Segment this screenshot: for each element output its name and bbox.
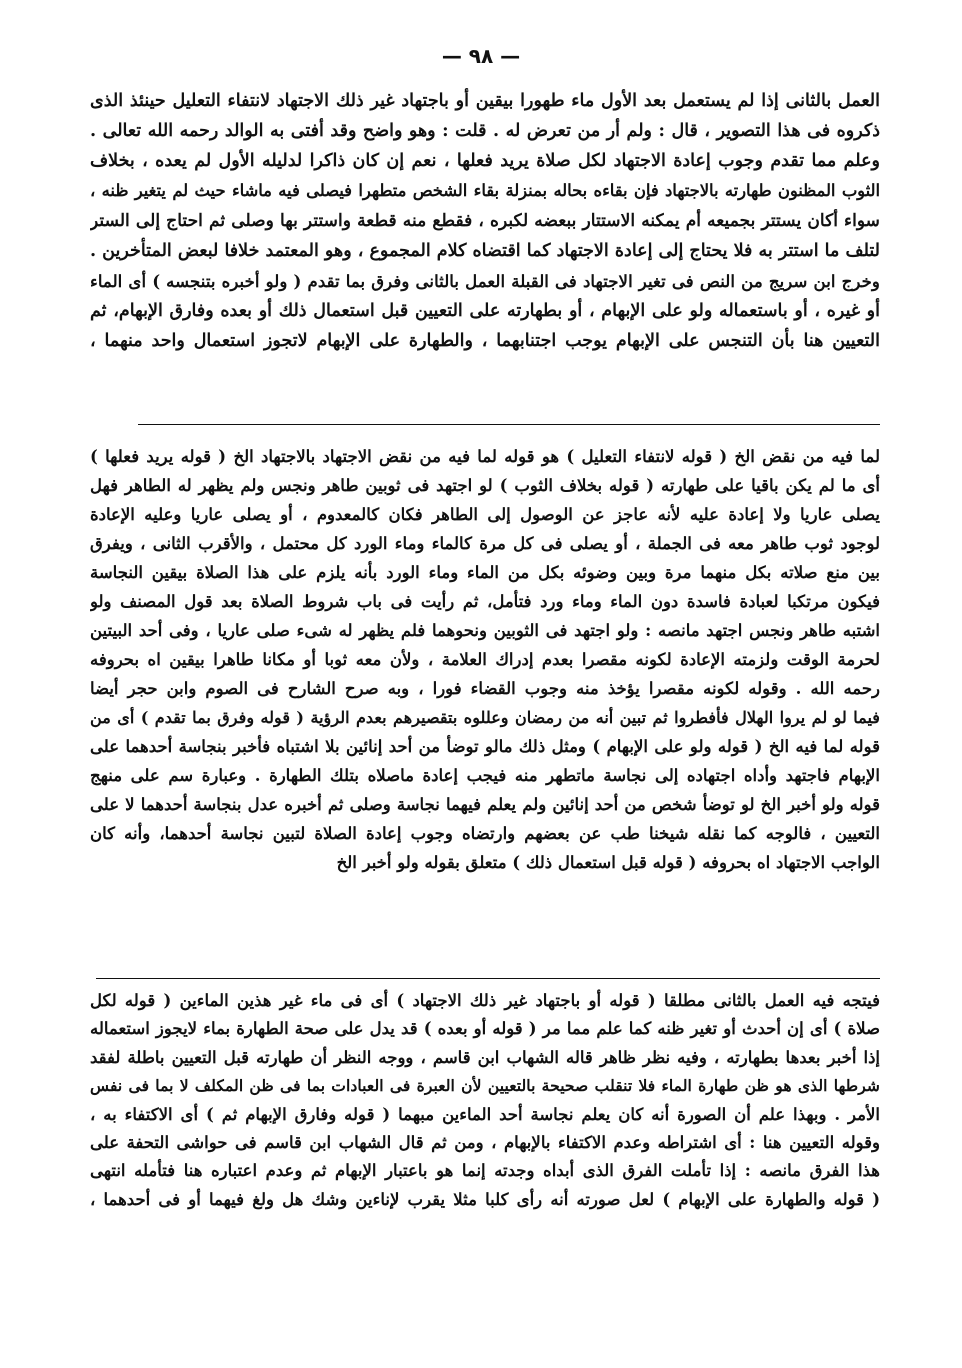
footnote-1-line: أى ما لم يكن باقيا على طهارته ( قوله بخلاف الثوب ) لو اجتهد فى ثوبين طاهر ونجس ولم يظهر له الطاهر فهل <box>90 476 880 495</box>
footnote-1-line: التعيين ، فالوجه كما نقله شيخنا طب عن بعضهم وارتضاه وجوب إعادة الصلاة لتبين نجاسة أحدهما، وأنه كان <box>90 824 880 843</box>
main-text-line: وعلم مما تقدم وجوب إعادة الاجتهاد لكل صلاة يريد فعلها ، نعم إن كان ذاكرا لدليله الأول لم يعده ، بخلاف <box>90 151 880 171</box>
footnote-1-line: يصلى عاريا ولا إعادة عليه لأنه عاجز عن الوصول إلى الطاهر فكان كالمعدوم ، أو يصلى عاريا وعليه الإعادة <box>90 505 880 524</box>
footnote-2-line: إذا أخبر بعدها بطهارته ، وفيه نظر ظاهر قاله الشهاب ابن قاسم ، ووجه النظر أن طهارته قبل التعيين باطلة لفقد <box>90 1047 880 1067</box>
main-text-line: التعيين هنا بأن التنجس على الإبهام يوجب اجتنابهما ، والطهارة على الإبهام لاتجوز استعمال واحد منهما ، <box>90 331 880 351</box>
footnote-1-line: فيكون مرتكبا لعبادة فاسدة دون الماء وماء ورد فتأمل، ثم رأيت فى باب شروط الصلاة بعد قول المصنف ولو <box>90 592 880 611</box>
footnote-2-line: فيتجه فيه العمل بالثانى مطلقا ( قوله أو باجتهاد غير ذلك الاجتهاد ) أى فى ماء غير هذين الماءين ( قوله لكل <box>90 991 880 1010</box>
main-text-line: ذكروه فى هذا التصوير ، قال : ولم أر من تعرض له . قلت : وهو واضح وقد أفتى به الوالد رحمه الله تعالى . <box>90 121 880 141</box>
main-text-line: وخرج ابن سريج من النص فى تغير الاجتهاد فى القبلة العمل بالثانى وفرق بما تقدم ( ولو أخبره بتنجسه ) أى الماء <box>90 271 880 291</box>
main-text-line: لتلف ما استتر به فلا يحتاج إلى إعادة الاجتهاد كما اقتضاه كلام المجموع ، وهو المعتمد خلافا لبعض المتأخرين . <box>90 241 880 261</box>
main-text <box>90 86 880 356</box>
footnote-2-line: صلاة ) أى إن أحدث أو تغير ظنه كما علم مما مر ( قوله أو بعده ) قد يدل على صحة الطهارة بماء لايجوز استعماله <box>90 1019 880 1039</box>
footnote-1-line: قوله لما فيه الخ ( قوله ولو على الإبهام ) ومثل ذلك مالو توضأ من أحد إنائين بلا اشتباه فأخبر بنجاسة أحدهما على <box>90 737 880 756</box>
footnote-1-line: اشتبه طاهر ونجس اجتهد مانصه : ولو اجتهد فى الثوبين ونحوهما فلم يظهر له شىء صلى عاريا ، وفى أحد البيتين <box>90 621 880 640</box>
footnote-1-line: رحمه الله . وقوله لكونه مقصرا يؤخذ منه وجوب القضاء فورا ، وبه صرح الشارح فى الصوم وابن حجر أيضا <box>90 679 880 698</box>
footnote-2 <box>90 987 880 1214</box>
main-text-line: أو غيره ، أو باستعماله ولو على الإبهام ، أو بطهارته على التعيين قبل استعمال ذلك أو بعده وفارق الإبهام، ثم <box>90 301 880 321</box>
footnote-2-line: شرطها الذى هو ظن طهارة الماء فلا تنقلب صحيحة بالتعيين لأن العبرة فى العبادات بما فى ظن المكلف لا بما فى نفس <box>90 1076 880 1096</box>
footnote-2-line: ( قوله والطهارة على الإبهام ) لعل صورته أنه رأى كلبا مثلا يقرب لإناءين وشك هل ولغ فيهما أو فى أحدهما ، <box>90 1189 880 1209</box>
footnote-1-line: لوجود ثوب طاهر معه فى الجملة ، أو يصلى فى كل مرة كالماء وماء الورد كل محتمل ، والأقرب الثانى ، ويفرق <box>90 534 880 553</box>
footnote-2-line: وقوله التعيين هنا : أى اشتراطه وعدم الاكتفاء بالإبهام ، ومن ثم قال الشهاب ابن قاسم فى حواشى التحفة على <box>90 1132 880 1152</box>
footnote-1-line: بين منع صلاته بكل منهما مرة وبين وضوئه بكل من الماء وماء الورد بأنه يلزم على هذا الصلاة بيقين النجاسة <box>90 563 880 582</box>
page-number: — ٩٨ — <box>441 44 521 68</box>
footnote-1-line: فيما لو لم يروا الهلال فأفطروا ثم تبين أنه من رمضان وعللوه بتقصيرهم بعدم الرؤية ( قوله وفرق بما تقدم ) أى من <box>90 708 880 727</box>
footnote-2-line: الأمر . وبهذا علم أن الصورة أنه كان يعلم نجاسة أحد الماءين مبهما ( قوله وفارق الإبهام ثم ) أى الاكتفاء به ، <box>90 1104 880 1124</box>
main-text-line: الثوب المظنون طهارته بالاجتهاد فإن بقاءه بحاله بمنزلة بقاء الشخص متطهرا فيصلى فيه ماشاء حيث لم يتغير ظنه ، <box>90 181 880 200</box>
footnote-1-line: لما فيه من نقض الخ ( قوله لانتفاء التعليل ) هو قوله لما فيه من نقض الاجتهاد بالاجتهاد الخ ( قوله يريد فعلها ) <box>90 447 880 466</box>
footnote-divider-2 <box>96 978 880 979</box>
footnote-1-line: الواجب الاجتهاد اه بحروفه ( قوله قبل استعمال ذلك ) متعلق بقوله ولو أخبر الخ <box>336 853 880 872</box>
footnote-1-line: لحرمة الوقت ولزمته الإعادة لكونه مقصرا بعدم إدراك العلامة ، ولأن معه ثوبا أو مكانا طاهرا بيقين اه بحروفه <box>90 650 880 669</box>
footnote-1 <box>90 442 880 877</box>
footnote-divider-1 <box>138 424 880 425</box>
main-text-line: سواء أكان يستتر بجميعه أم يمكنه الاستتار ببعضه لكبره ، فقطع منه قطعة واستتر بها وصلى ثم احتاج إلى الستر <box>90 211 880 231</box>
main-text-line: العمل بالثانى إذا لم يستعمل بعد الأول ماء طهورا بيقين أو باجتهاد غير ذلك الاجتهاد لانتفاء التعليل حينئذ الذى <box>90 91 880 111</box>
footnote-1-line: قوله ولو أخبر الخ لو توضأ شخص من أحد إنائين ولم يعلم فيهما نجاسة وصلى ثم أخبره عدل بنجاسة أحدهما لا على <box>90 795 880 814</box>
footnote-2-line: هذا الفرق مانصه : إذا تأملت الفرق الذى أبداه وجدته إنما هو باعتبار الإبهام ثم وعدم اعتباره هنا فتأمله انتهى <box>90 1161 880 1181</box>
footnote-1-line: الإبهام فاجتهد وأداه اجتهاده إلى نجاسة ماتطهر منه فيجب إعادة ماصلاه بتلك الطهارة . وعبارة سم على منهج <box>90 766 880 785</box>
